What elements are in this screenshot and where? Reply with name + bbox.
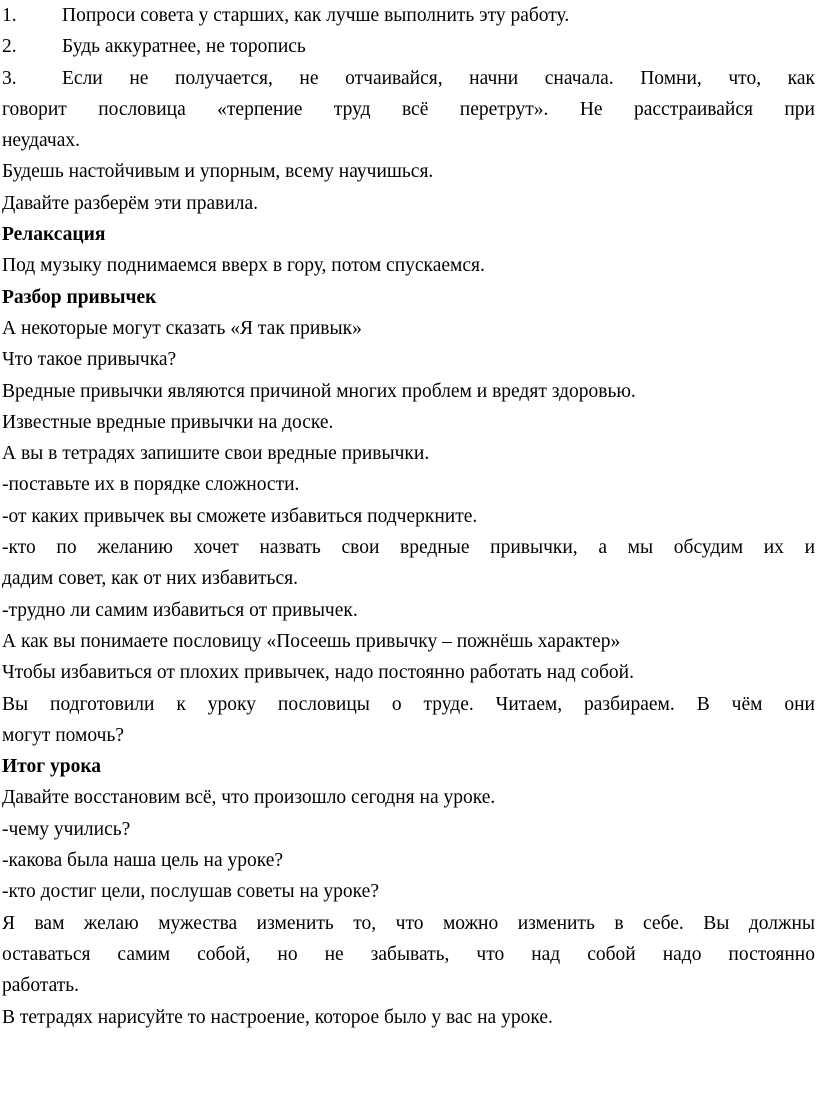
rule-text: Попроси совета у старших, как лучше выполнить эту работу.: [62, 5, 570, 26]
paragraph-rules-review: Давайте разберём эти правила.: [2, 192, 259, 214]
rule-number: 1.: [2, 5, 17, 26]
habits-line: Что такое привычка?: [2, 349, 177, 371]
paragraph-relaxation: Под музыку поднимаемся вверх в гору, потом спускаемся.: [2, 255, 485, 277]
habits-line: -трудно ли самим избавиться от привычек.: [2, 599, 358, 621]
rule-text: Если не получается, не отчаивайся, начни сначала. Помни, что, как: [62, 67, 815, 89]
paragraph-persistence: Будешь настойчивым и упорным, всему научишься.: [2, 161, 434, 183]
habits-line: А как вы понимаете пословицу «Посеешь привычку – пожнёшь характер»: [2, 630, 621, 652]
summary-line: -кто достиг цели, послушав советы на уроке?: [2, 881, 379, 903]
rule-item-3-line-1: [2, 63, 815, 94]
habits-line: Вы подготовили к уроку пословицы о труде. Читаем, разбираем. В чём они: [2, 693, 815, 715]
summary-line: оставаться самим собой, но не забывать, что над собой надо постоянно: [2, 943, 815, 965]
habits-line: -поставьте их в порядке сложности.: [2, 474, 300, 496]
summary-line: -какова была наша цель на уроке?: [2, 850, 284, 872]
habits-line: А вы в тетрадях запишите свои вредные привычки.: [2, 443, 430, 465]
summary-line: работать.: [2, 975, 80, 997]
section-heading-habits: Разбор привычек: [2, 286, 157, 308]
summary-line: Я вам желаю мужества изменить то, что можно изменить в себе. Вы должны: [2, 912, 815, 934]
habits-line: -кто по желанию хочет назвать свои вредные привычки, а мы обсудим их и: [2, 537, 815, 559]
habits-line: Чтобы избавиться от плохих привычек, надо постоянно работать над собой.: [2, 662, 634, 684]
rule-number: 3.: [2, 67, 17, 89]
summary-line: -чему учились?: [2, 818, 131, 840]
rule-item-1: [2, 0, 815, 31]
rule-item-2: [2, 31, 815, 62]
section-heading-summary: Итог урока: [2, 756, 102, 778]
habits-line: могут помочь?: [2, 724, 124, 746]
rule-item-3-line-3: неудачах.: [2, 130, 81, 152]
habits-line: -от каких привычек вы сможете избавиться подчеркните.: [2, 505, 478, 527]
rule-text: Будь аккуратнее, не торопись: [62, 36, 306, 58]
habits-line: А некоторые могут сказать «Я так привык»: [2, 317, 362, 339]
summary-line: Давайте восстановим всё, что произошло сегодня на уроке.: [2, 787, 496, 809]
habits-line: Вредные привычки являются причиной многих проблем и вредят здоровью.: [2, 380, 636, 402]
rule-item-3-line-2: говорит пословица «терпение труд всё перетрут». Не расстраивайся при: [2, 98, 815, 120]
habits-line: Известные вредные привычки на доске.: [2, 411, 334, 433]
summary-line: В тетрадях нарисуйте то настроение, которое было у вас на уроке.: [2, 1006, 553, 1028]
habits-line: дадим совет, как от них избавиться.: [2, 568, 298, 590]
rule-number: 2.: [2, 36, 17, 58]
section-heading-relaxation: Релаксация: [2, 224, 106, 246]
